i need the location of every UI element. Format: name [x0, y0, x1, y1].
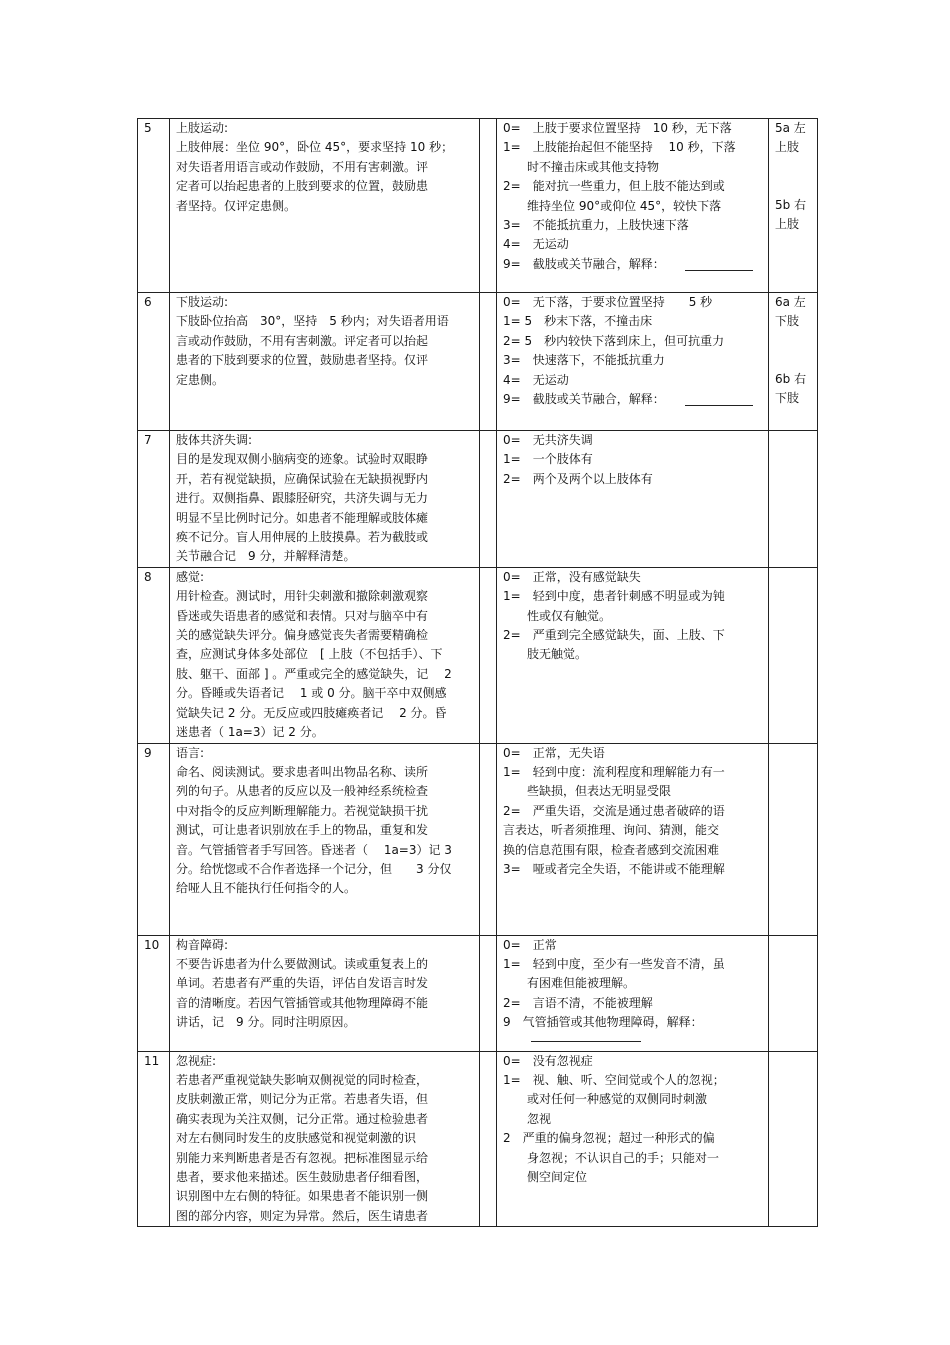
- explanation-blank: [531, 1033, 641, 1042]
- item-number: 7: [138, 431, 170, 568]
- score-options: 0= 没有忽视症 1= 视、触、听、空间觉或个人的忽视； 或对任何一种感觉的双侧同时刺激 忽视 2 严重的偏身忽视；超过一种形式的偏 身忽视；不认识自己的手；只能对一 侧空间定位: [497, 1051, 769, 1227]
- score-options: 0= 正常，无失语 1= 轻到中度：流利程度和理解能力有一 些缺损，但表达无明显受限 2= 严重失语，交流是通过患者破碎的语 言表达，听者须推理、询问、猜测，能交 换的信息范围有限，检查者感到交流困难 3= 哑或者完全失语，不能讲或不能理解: [497, 743, 769, 935]
- table-row: [138, 935, 818, 1051]
- item-number: 8: [138, 567, 170, 743]
- side-label-cell: [769, 431, 818, 568]
- score-options: 0= 正常 1= 轻到中度，至少有一些发音不清，虽 有困难但能被理解。 2= 言语不清，不能被理解 9 气管插管或其他物理障碍，解释：: [497, 935, 769, 1051]
- side-label-cell: [769, 1051, 818, 1227]
- item-title: 忽视症:: [176, 1053, 217, 1068]
- score-options: 0= 正常，没有感觉缺失 1= 轻到中度，患者针刺感不明显或为钝 性或仅有触觉。 2= 严重到完全感觉缺失，面、上肢、下 肢无触觉。: [497, 567, 769, 743]
- explanation-blank: [685, 258, 753, 271]
- spacer-cell: [480, 743, 497, 935]
- side-label-cell: [769, 935, 818, 1051]
- item-number: 6: [138, 293, 170, 431]
- item-description: 感觉: 用针检查。测试时，用针尖刺激和撤除刺激观察 昏迷或失语患者的感觉和表情。只对与脑卒中有 关的感觉缺失评分。偏身感觉丧失者需要精确检 查，应测试身体多处部位 [ 上肢（不包括手）、下 肢、躯干、面部 ] 。严重或完全的感觉缺失，记 2 分。昏睡或失语者记 1 或 0 分。脑干卒中双侧感 觉缺失记 2 分。无反应或四肢瘫痪者记 2 分。昏 迷患者（ 1a=3）记 2 分。: [170, 567, 480, 743]
- side-label-cell: 6a 左 下肢 6b 右 下肢: [769, 293, 818, 431]
- item-description: 忽视症: 若患者严重视觉缺失影响双侧视觉的同时检查， 皮肤刺激正常，则记分为正常。若患者失语，但 确实表现为关注双侧，记分正常。通过检验患者 对左右侧同时发生的皮肤感觉和视觉刺激的识 别能力来判断患者是否有忽视。把标准图显示给 患者，要求他来描述。医生鼓励患者仔细看图， 识别图中左右侧的特征。如果患者不能识别一侧 图的部分内容，则定为异常。然后，医生请患者: [170, 1051, 480, 1227]
- table-row: [138, 1051, 818, 1227]
- spacer-cell: [480, 431, 497, 568]
- item-title: 下肢运动:: [176, 295, 229, 309]
- item-number: 9: [138, 743, 170, 935]
- item-title: 上肢运动:: [176, 121, 229, 135]
- item-number: 10: [138, 935, 170, 1051]
- table-row: [138, 119, 818, 293]
- table-row: [138, 431, 818, 568]
- explanation-blank: [685, 393, 753, 406]
- table-row: [138, 743, 818, 935]
- item-description: 肢体共济失调: 目的是发现双侧小脑病变的迹象。试验时双眼睁 开，若有视觉缺损，应确保试验在无缺损视野内 进行。双侧指鼻、跟膝胫研究，共济失调与无力 明显不呈比例时记分。如患者不能理解或肢体瘫 痪不记分。盲人用伸展的上肢摸鼻。若为截肢或 关节融合记 9 分，并解释清楚。: [170, 431, 480, 568]
- item-title: 构音障碍:: [176, 937, 229, 952]
- nihss-score-table: [137, 118, 818, 1227]
- side-label-cell: 5a 左 上肢 5b 右 上肢: [769, 119, 818, 293]
- item-description: 下肢运动: 下肢卧位抬高 30°，坚持 5 秒内；对失语者用语 言或动作鼓励，不用有害刺激。评定者可以抬起 患者的下肢到要求的位置，鼓励患者坚持。仅评 定患侧。: [170, 293, 480, 431]
- spacer-cell: [480, 567, 497, 743]
- spacer-cell: [480, 293, 497, 431]
- item-title: 肢体共济失调:: [176, 433, 253, 447]
- item-description: 语言: 命名、阅读测试。要求患者叫出物品名称、读所 列的句子。从患者的反应以及一般神经系统检查 中对指令的反应判断理解能力。若视觉缺损干扰 测试，可让患者识别放在手上的物品，重复和发 音。气管插管者手写回答。昏迷者（ 1a=3）记 3 分。给恍惚或不合作者选择一个记分，但 3 分仅 给哑人且不能执行任何指令的人。: [170, 743, 480, 935]
- item-number: 11: [138, 1051, 170, 1227]
- spacer-cell: [480, 1051, 497, 1227]
- table-row: [138, 293, 818, 431]
- item-description: 构音障碍: 不要告诉患者为什么要做测试。读或重复表上的 单词。若患者有严重的失语，评估自发语言时发 音的清晰度。若因气管插管或其他物理障碍不能 讲话，记 9 分。同时注明原因。: [170, 935, 480, 1051]
- item-title: 感觉:: [176, 569, 205, 584]
- item-number: 5: [138, 119, 170, 293]
- table-row: [138, 567, 818, 743]
- score-options: 0= 上肢于要求位置坚持 10 秒，无下落 1= 上肢能抬起但不能坚持 10 秒，下落 时不撞击床或其他支持物 2= 能对抗一些重力，但上肢不能达到或 维持坐位 90°或仰位 45°，较快下落 3= 不能抵抗重力，上肢快速下落 4= 无运动 9= 截肢或关节融合，解释：: [497, 119, 769, 293]
- score-options: 0= 无下落，于要求位置坚持 5 秒 1= 5 秒末下落，不撞击床 2= 5 秒内较快下落到床上，但可抗重力 3= 快速落下，不能抵抗重力 4= 无运动 9= 截肢或关节融合，解释：: [497, 293, 769, 431]
- side-label-cell: [769, 567, 818, 743]
- spacer-cell: [480, 119, 497, 293]
- score-options: 0= 无共济失调 1= 一个肢体有 2= 两个及两个以上肢体有: [497, 431, 769, 568]
- side-label-cell: [769, 743, 818, 935]
- item-title: 语言:: [176, 745, 205, 760]
- item-description: 上肢运动: 上肢伸展：坐位 90°，卧位 45°，要求坚持 10 秒； 对失语者用语言或动作鼓励，不用有害刺激。评 定者可以抬起患者的上肢到要求的位置，鼓励患 者坚持。仅评定患侧。: [170, 119, 480, 293]
- spacer-cell: [480, 935, 497, 1051]
